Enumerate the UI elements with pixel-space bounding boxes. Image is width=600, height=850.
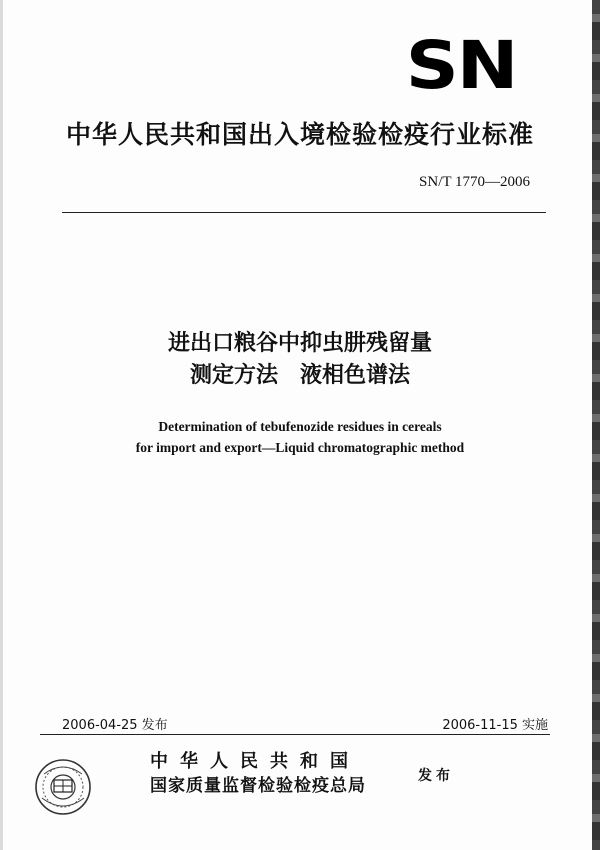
issue-date: 2006-04-25 发布: [62, 718, 168, 733]
sn-logo: SN: [405, 27, 517, 104]
english-title-line-1: Determination of tebufenozide residues in cereals: [158, 419, 442, 434]
english-title: [0, 416, 600, 458]
english-title-line-2: for import and export—Liquid chromatographic method: [135, 440, 465, 455]
header-divider: [62, 212, 546, 213]
issuer-country: 中华人民共和国: [150, 751, 360, 772]
chinese-title: [0, 328, 600, 392]
issuer-block: [150, 750, 410, 798]
publish-label: 发布: [418, 768, 454, 784]
standard-number: SN/T 1770—2006: [419, 174, 530, 190]
official-seal-icon: [34, 758, 92, 816]
footer-divider: [40, 734, 550, 735]
chinese-title-line-2: 测定方法 液相色谱法: [189, 363, 410, 388]
issuer-agency: 国家质量监督检验检疫总局: [150, 776, 366, 796]
chinese-title-line-1: 进出口粮谷中抑虫肼残留量: [167, 331, 432, 356]
standard-category-title: 中华人民共和国出入境检验检疫行业标准: [65, 120, 534, 149]
effective-date: 2006-11-15 实施: [442, 718, 548, 733]
